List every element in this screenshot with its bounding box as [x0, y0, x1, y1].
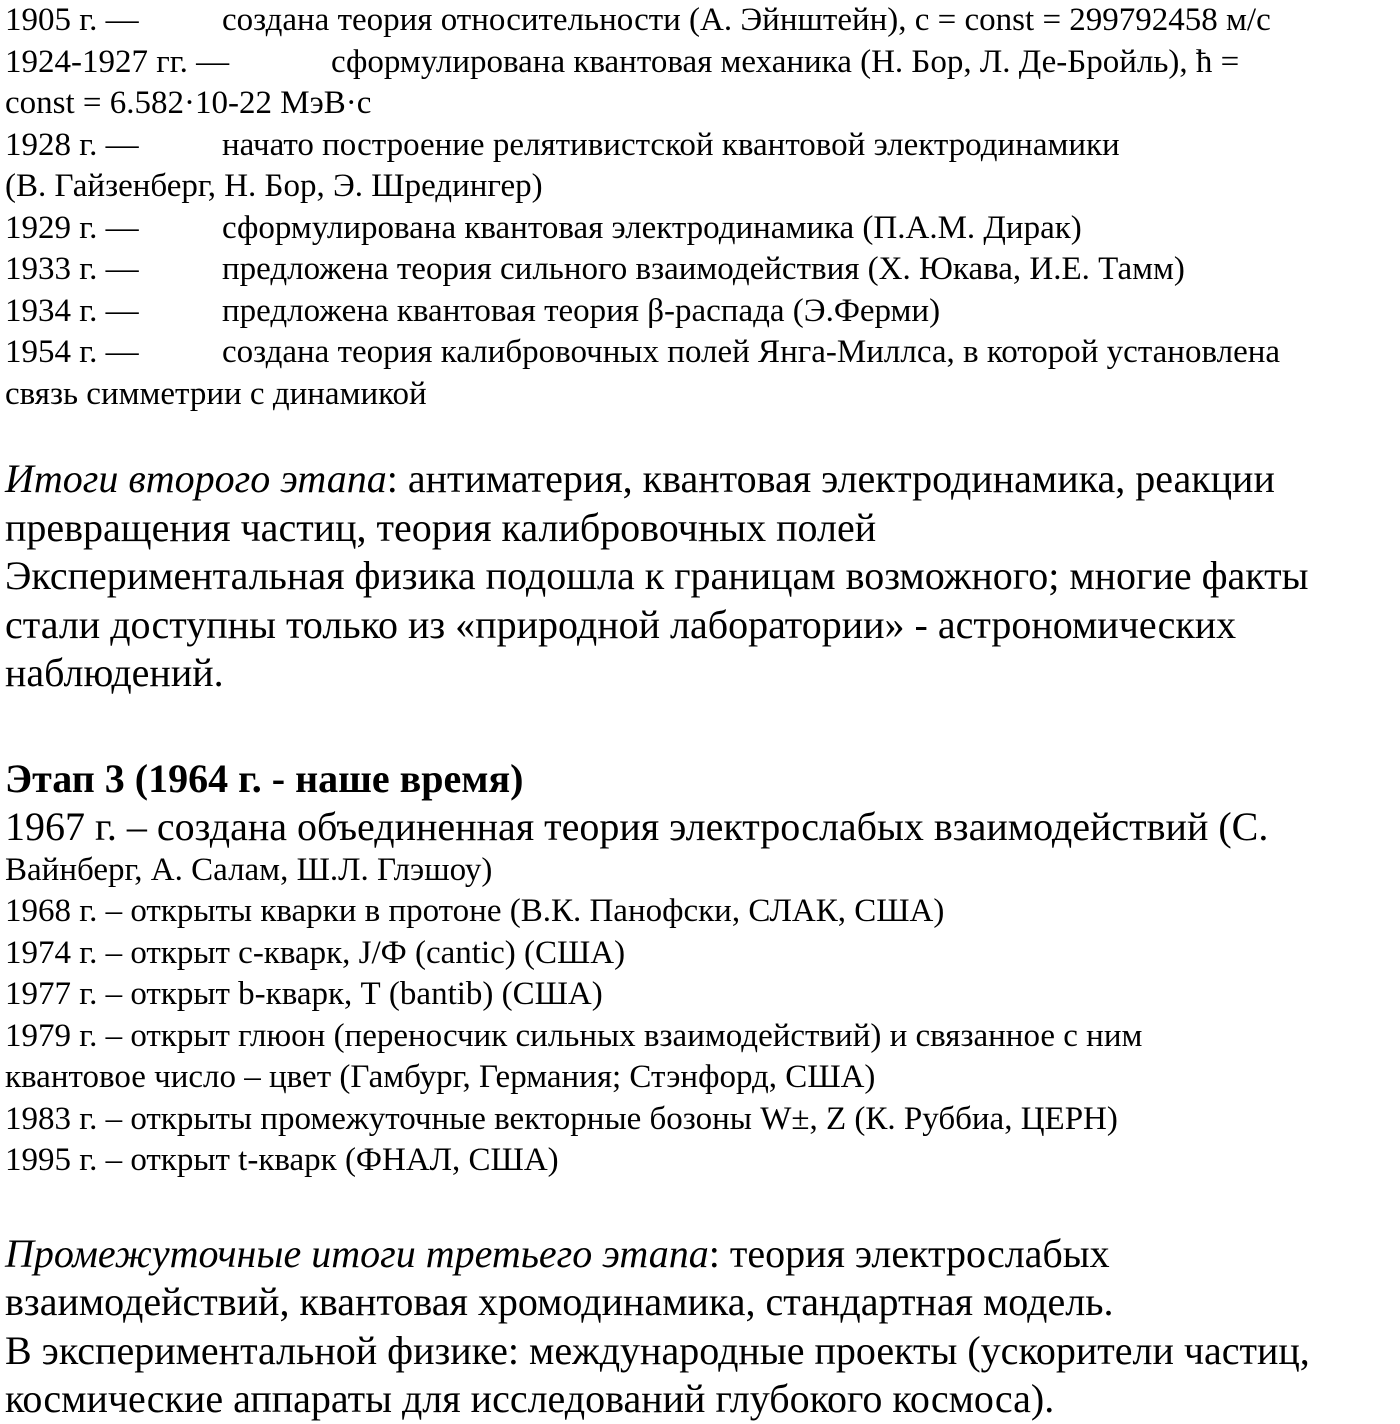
- summary-line: Итоги второго этапа: антиматерия, квантовая электродинамика, реакции: [5, 456, 1275, 501]
- summary-line: стали доступны только из «природной лаборатории» - астрономических: [5, 601, 1237, 647]
- timeline-continuation: связь симметрии с динамикой: [5, 375, 427, 412]
- timeline-year: 1934 г. —: [5, 292, 139, 329]
- timeline-year: 1933 г. —: [5, 251, 139, 287]
- stage3-line: 1968 г. – открыты кварки в протоне (В.К. Панофски, СЛАК, США): [5, 893, 945, 929]
- stage3-section: [5, 754, 1395, 1182]
- stage3-line: 1995 г. – открыт t-кварк (ФНАЛ, США): [5, 1142, 559, 1178]
- summary-line: космические аппараты для исследований глубокого космоса).: [5, 1376, 1055, 1421]
- summary-stage2: [5, 455, 1395, 698]
- timeline-text: предложена квантовая теория β-распада (Э.Ферми): [222, 292, 941, 329]
- timeline-text: создана теория калибровочных полей Янга-Миллса, в которой установлена: [222, 334, 1281, 370]
- timeline-year: 1929 г. —: [5, 209, 139, 246]
- timeline-entry-1924: [5, 42, 1395, 84]
- stage3-first-line: 1967 г. – создана объединенная теория электрослабых взаимодействий (С.: [5, 803, 1269, 849]
- summary-line: взаимодействий, квантовая хромодинамика, стандартная модель.: [5, 1279, 1114, 1324]
- timeline-entry-1933: [5, 249, 1395, 291]
- timeline-year: 1954 г. —: [5, 334, 139, 370]
- summary-label: Промежуточные итоги третьего этапа: [5, 1230, 709, 1276]
- timeline-text: сформулирована квантовая механика (Н. Бор, Л. Де-Бройль), ħ =: [331, 43, 1240, 80]
- summary-stage3: [5, 1230, 1395, 1424]
- timeline-text: сформулирована квантовая электродинамика (П.А.М. Дирак): [222, 209, 1082, 246]
- timeline-continuation: (В. Гайзенберг, Н. Бор, Э. Шредингер): [5, 168, 543, 204]
- stage3-line: 1974 г. – открыт с-кварк, J/Ф (cantic) (США): [5, 934, 626, 971]
- document-page: [5, 0, 1395, 1424]
- summary-line: превращения частиц, теория калибровочных полей: [5, 504, 877, 550]
- stage3-line: 1977 г. – открыт b-кварк, Т (bantib) (США): [5, 976, 603, 1012]
- stage3-line: квантовое число – цвет (Гамбург, Германия; Стэнфорд, США): [5, 1059, 876, 1095]
- timeline-continuation: const = 6.582·10-22 МэВ·с: [5, 85, 372, 121]
- timeline-year: 1924-1927 гг. —: [5, 43, 230, 80]
- stage3-title: Этап 3 (1964 г. - наше время): [5, 755, 524, 801]
- timeline-year: 1905 г. —: [5, 2, 139, 38]
- timeline-stage2: [5, 0, 1395, 415]
- timeline-text: предложена теория сильного взаимодействия (Х. Юкава, И.Е. Тамм): [222, 251, 1185, 287]
- summary-line: Промежуточные итоги третьего этапа: теория электрослабых: [5, 1230, 1110, 1276]
- timeline-entry-1929: [5, 208, 1395, 250]
- timeline-entry-1928: [5, 125, 1395, 167]
- timeline-entry-1954: [5, 332, 1395, 374]
- timeline-entry-1934: [5, 291, 1395, 333]
- stage3-first-continuation: Вайнберг, А. Салам, Ш.Л. Глэшоу): [5, 851, 493, 888]
- summary-label: Итоги второго этапа: [5, 456, 387, 501]
- summary-line: наблюдений.: [5, 650, 224, 695]
- stage3-line: 1983 г. – открыты промежуточные векторные бозоны W±, Z (К. Руббиа, ЦЕРН): [5, 1100, 1118, 1137]
- summary-line: В экспериментальной физике: международные проекты (ускорители частиц,: [5, 1327, 1310, 1373]
- summary-line: Экспериментальная физика подошла к границам возможного; многие факты: [5, 553, 1309, 598]
- stage3-line: 1979 г. – открыт глюон (переносчик сильных взаимодействий) и связанное с ним: [5, 1017, 1143, 1054]
- timeline-text: создана теория относительности (А. Эйнштейн), c = const = 299792458 м/с: [222, 2, 1271, 38]
- timeline-text: начато построение релятивистской квантовой электродинамики: [222, 126, 1120, 163]
- timeline-entry-1905: [5, 0, 1395, 42]
- timeline-year: 1928 г. —: [5, 126, 139, 163]
